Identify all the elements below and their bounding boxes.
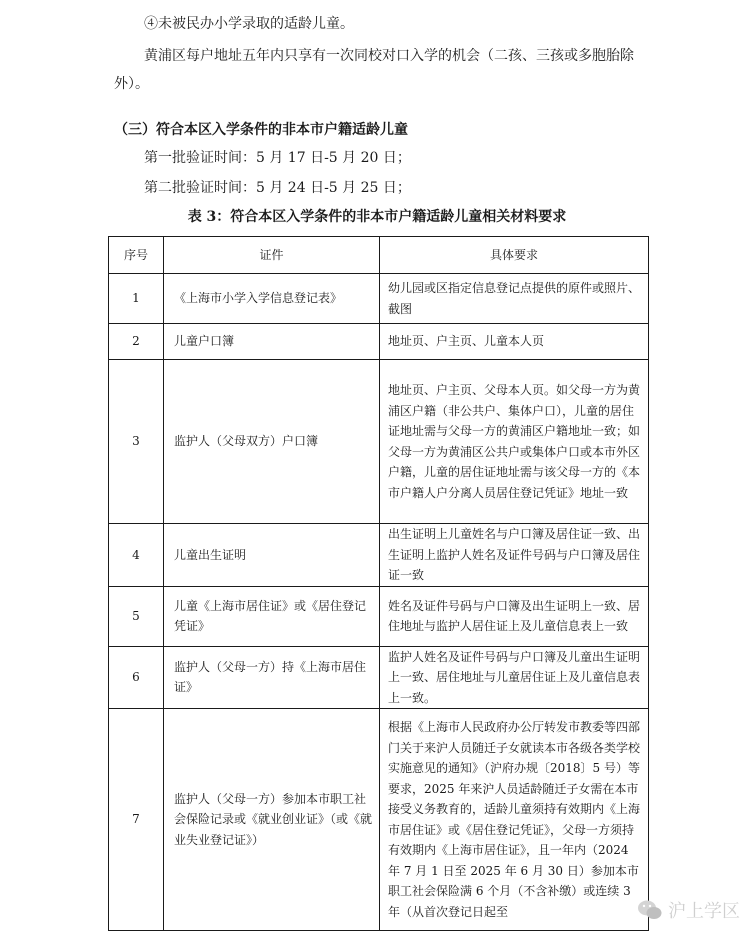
- list-item-4: ④未被民办小学录取的适龄儿童。: [144, 16, 354, 32]
- table-row: [109, 709, 649, 931]
- table-row: [109, 586, 649, 646]
- row-number: 6: [109, 646, 164, 709]
- batch-1-time: 第一批验证时间：5 月 17 日-5 月 20 日；: [144, 150, 411, 166]
- row-number: 1: [109, 274, 164, 324]
- row-number: 4: [109, 524, 164, 587]
- requirements-table: [108, 236, 649, 931]
- row-document: 监护人（父母一方）参加本市职工社会保险记录或《就业创业证》（或《就业失业登记证》）: [164, 709, 380, 931]
- row-document: 儿童出生证明: [164, 524, 380, 587]
- row-requirement: 地址页、户主页、父母本人页。如父母一方为黄浦区户籍（非公共户、集体户口），儿童的居住证地址需与父母一方的黄浦区户籍地址一致；如父母一方为黄浦区公共户或集体户口或本市外区户籍，儿童的居住证地址需与该父母一方的《本市户籍人户分离人员居住登记凭证》地址一致: [380, 360, 649, 524]
- row-number: 5: [109, 586, 164, 646]
- policy-paragraph: 黄浦区每户地址五年内只享有一次同校对口入学的机会（二孩、三孩或多胞胎除外）。: [114, 48, 634, 92]
- row-document: 监护人（父母一方）持《上海市居住证》: [164, 646, 380, 709]
- row-document: 《上海市小学入学信息登记表》: [164, 274, 380, 324]
- row-document: 儿童《上海市居住证》或《居住登记凭证》: [164, 586, 380, 646]
- row-requirement: 地址页、户主页、儿童本人页: [380, 324, 649, 360]
- table-row: [109, 360, 649, 524]
- row-number: 3: [109, 360, 164, 524]
- wechat-logo-icon: [636, 896, 664, 924]
- row-number: 2: [109, 324, 164, 360]
- row-requirement: 幼儿园或区指定信息登记点提供的原件或照片、截图: [380, 274, 649, 324]
- row-requirement: 根据《上海市人民政府办公厅转发市教委等四部门关于来沪人员随迁子女就读本市各级各类学校实施意见的通知》（沪府办规〔2018〕5 号）等要求，2025 年来沪人员适龄随迁子女需在本市接受义务教育的，适龄儿童须持有效期内《上海市居住证》或《居住登记凭证》，父母一方须持有效期内《上海市居住证》，且一年内（2024 年 7 月 1 日至 2025 年 6 月 30 日）参加本市职工社会保险满 6 个月（不含补缴）或连续 3 年（从首次登记日起至: [380, 709, 649, 931]
- row-requirement: 出生证明上儿童姓名与户口簿及居住证一致、出生证明上监护人姓名及证件号码与户口簿及居住证一致: [380, 524, 649, 587]
- batch-2-time: 第二批验证时间：5 月 24 日-5 月 25 日；: [144, 180, 411, 196]
- table-row: [109, 324, 649, 360]
- section-heading: （三）符合本区入学条件的非本市户籍适龄儿童: [114, 122, 408, 138]
- header-document: 证件: [164, 237, 380, 274]
- row-document: 儿童户口簿: [164, 324, 380, 360]
- table-caption: 表 3：符合本区入学条件的非本市户籍适龄儿童相关材料要求: [187, 209, 567, 225]
- table-row: [109, 524, 649, 587]
- watermark-text: 沪上学区: [668, 901, 740, 922]
- table-header-row: [109, 237, 649, 274]
- row-number: 7: [109, 709, 164, 931]
- table-row: [109, 646, 649, 709]
- row-requirement: 监护人姓名及证件号码与户口簿及儿童出生证明上一致、居住地址与儿童居住证上及儿童信息表上一致。: [380, 646, 649, 709]
- row-document: 监护人（父母双方）户口簿: [164, 360, 380, 524]
- watermark: [636, 895, 740, 925]
- header-requirement: 具体要求: [380, 237, 649, 274]
- row-requirement: 姓名及证件号码与户口簿及出生证明上一致、居住地址与监护人居住证上及儿童信息表上一致: [380, 586, 649, 646]
- table-row: [109, 274, 649, 324]
- header-no: 序号: [109, 237, 164, 274]
